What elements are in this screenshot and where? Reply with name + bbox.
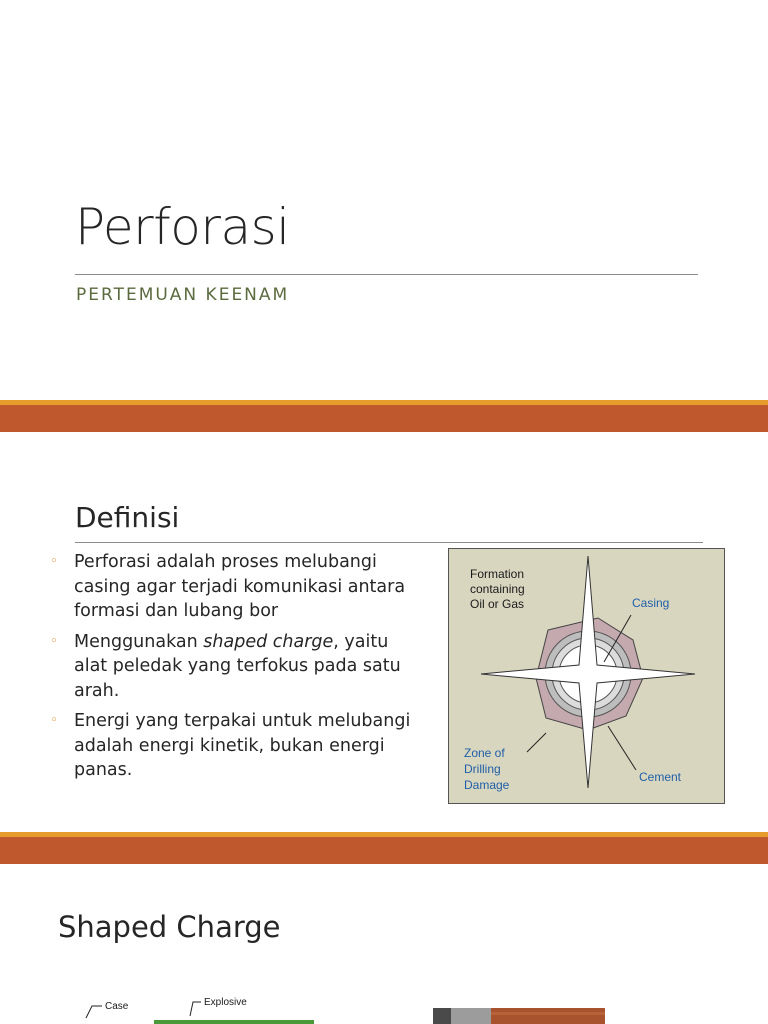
slide-heading: Definisi <box>75 501 180 534</box>
slide-divider <box>0 400 768 432</box>
bullet-text-suffix: , yaitu alat peledak yang terfokus pada satu arah. <box>74 631 401 701</box>
shaped-charge-diagram <box>80 996 320 1024</box>
slide-shaped-charge <box>0 864 768 1024</box>
slide-subtitle: PERTEMUAN KEENAM <box>76 285 290 305</box>
bullet-text-prefix: Menggunakan <box>74 631 204 652</box>
case-leader-line <box>86 1006 102 1018</box>
bullet-item <box>50 550 422 624</box>
heading-underline <box>75 542 703 543</box>
casing-label: Casing <box>632 596 670 610</box>
explosive-leader-line <box>190 1002 201 1016</box>
bullet-item <box>50 630 422 704</box>
photo-texture <box>491 1012 605 1015</box>
bullet-list <box>50 550 422 789</box>
bullet-text-italic: shaped charge <box>203 631 334 652</box>
formation-label-line: Oil or Gas <box>470 597 525 611</box>
zone-label-line: Damage <box>464 778 510 792</box>
photo-formation-strip <box>491 1008 605 1024</box>
bullet-text: Perforasi adalah proses melubangi casing agar terjadi komunikasi antara formasi dan lubang bor <box>74 552 406 621</box>
slide-heading: Shaped Charge <box>58 910 281 944</box>
title-underline <box>75 274 698 275</box>
slide-title <box>0 0 768 400</box>
perforation-diagram <box>448 548 725 804</box>
photo-casing-strip <box>433 1008 451 1024</box>
perforation-photo <box>433 1008 605 1024</box>
formation-label-line: containing <box>470 582 525 596</box>
slide-divider <box>0 832 768 864</box>
slide-title-heading: Perforasi <box>75 198 290 256</box>
explosive-label: Explosive <box>204 997 247 1008</box>
bullet-marker-icon: ◦ <box>50 554 58 569</box>
bullet-marker-icon: ◦ <box>50 713 58 728</box>
bullet-marker-icon: ◦ <box>50 633 58 649</box>
bullet-text: Energi yang terpakai untuk melubangi adalah energi kinetik, bukan energi panas. <box>74 711 411 780</box>
bullet-item <box>50 709 422 783</box>
case-label: Case <box>105 1001 129 1012</box>
photo-cement-strip <box>451 1008 491 1024</box>
formation-label-line: Formation <box>470 567 525 581</box>
slide-definisi <box>0 432 768 832</box>
explosive-body <box>154 1020 314 1024</box>
zone-label-line: Zone of <box>464 746 505 760</box>
zone-label-line: Drilling <box>464 762 501 776</box>
cement-label: Cement <box>639 770 682 784</box>
